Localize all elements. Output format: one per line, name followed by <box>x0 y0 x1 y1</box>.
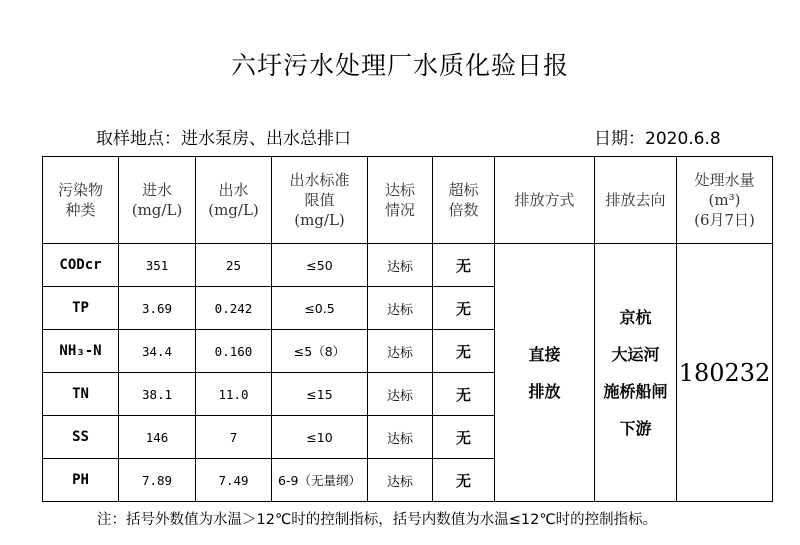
header-discharge-method: 排放方式 <box>495 157 595 244</box>
discharge-method-cell: 直接 排放 <box>495 244 595 502</box>
report-title: 六圩污水处理厂水质化验日报 <box>230 51 569 80</box>
influent-value: 38.1 <box>119 373 196 416</box>
limit-value: 6-9（无量纲） <box>272 459 368 502</box>
compliance-status: 达标 <box>368 244 433 287</box>
sampling-location: 取样地点：进水泵房、出水总排口 <box>96 129 351 149</box>
discharge-destination-cell: 京杭 大运河 施桥船闸 下游 <box>595 244 677 502</box>
footnote: 注：括号外数值为水温＞12℃时的控制指标，括号内数值为水温≤12℃时的控制指标。 <box>97 512 658 528</box>
header-effluent: 出水 (mg/L) <box>196 157 272 244</box>
compliance-status: 达标 <box>368 459 433 502</box>
header-exceed: 超标 倍数 <box>433 157 495 244</box>
effluent-value: 0.160 <box>196 330 272 373</box>
header-compliance: 达标 情况 <box>368 157 433 244</box>
effluent-value: 11.0 <box>196 373 272 416</box>
pollutant-name: SS <box>43 416 119 459</box>
table-row <box>43 244 773 287</box>
influent-value: 7.89 <box>119 459 196 502</box>
limit-value: ≤50 <box>272 244 368 287</box>
compliance-status: 达标 <box>368 416 433 459</box>
pollutant-name: NH₃-N <box>43 330 119 373</box>
report-date: 日期：2020.6.8 <box>594 129 721 149</box>
compliance-status: 达标 <box>368 330 433 373</box>
influent-value: 3.69 <box>119 287 196 330</box>
exceed-value: 无 <box>433 244 495 287</box>
pollutant-name: CODcr <box>43 244 119 287</box>
limit-value: ≤5（8） <box>272 330 368 373</box>
header-influent: 进水 (mg/L) <box>119 157 196 244</box>
pollutant-name: TN <box>43 373 119 416</box>
header-discharge-destination: 排放去向 <box>595 157 677 244</box>
limit-value: ≤10 <box>272 416 368 459</box>
water-quality-table <box>42 156 773 502</box>
header-limit: 出水标准 限值 (mg/L) <box>272 157 368 244</box>
effluent-value: 7.49 <box>196 459 272 502</box>
effluent-value: 25 <box>196 244 272 287</box>
exceed-value: 无 <box>433 287 495 330</box>
influent-value: 34.4 <box>119 330 196 373</box>
limit-value: ≤0.5 <box>272 287 368 330</box>
pollutant-name: PH <box>43 459 119 502</box>
header-volume: 处理水量 (m³) (6月7日) <box>677 157 773 244</box>
pollutant-name: TP <box>43 287 119 330</box>
compliance-status: 达标 <box>368 373 433 416</box>
header-row <box>43 157 773 244</box>
treated-volume: 180232 <box>677 244 773 502</box>
influent-value: 146 <box>119 416 196 459</box>
effluent-value: 0.242 <box>196 287 272 330</box>
influent-value: 351 <box>119 244 196 287</box>
exceed-value: 无 <box>433 459 495 502</box>
header-pollutant: 污染物 种类 <box>43 157 119 244</box>
limit-value: ≤15 <box>272 373 368 416</box>
exceed-value: 无 <box>433 373 495 416</box>
effluent-value: 7 <box>196 416 272 459</box>
compliance-status: 达标 <box>368 287 433 330</box>
exceed-value: 无 <box>433 330 495 373</box>
exceed-value: 无 <box>433 416 495 459</box>
